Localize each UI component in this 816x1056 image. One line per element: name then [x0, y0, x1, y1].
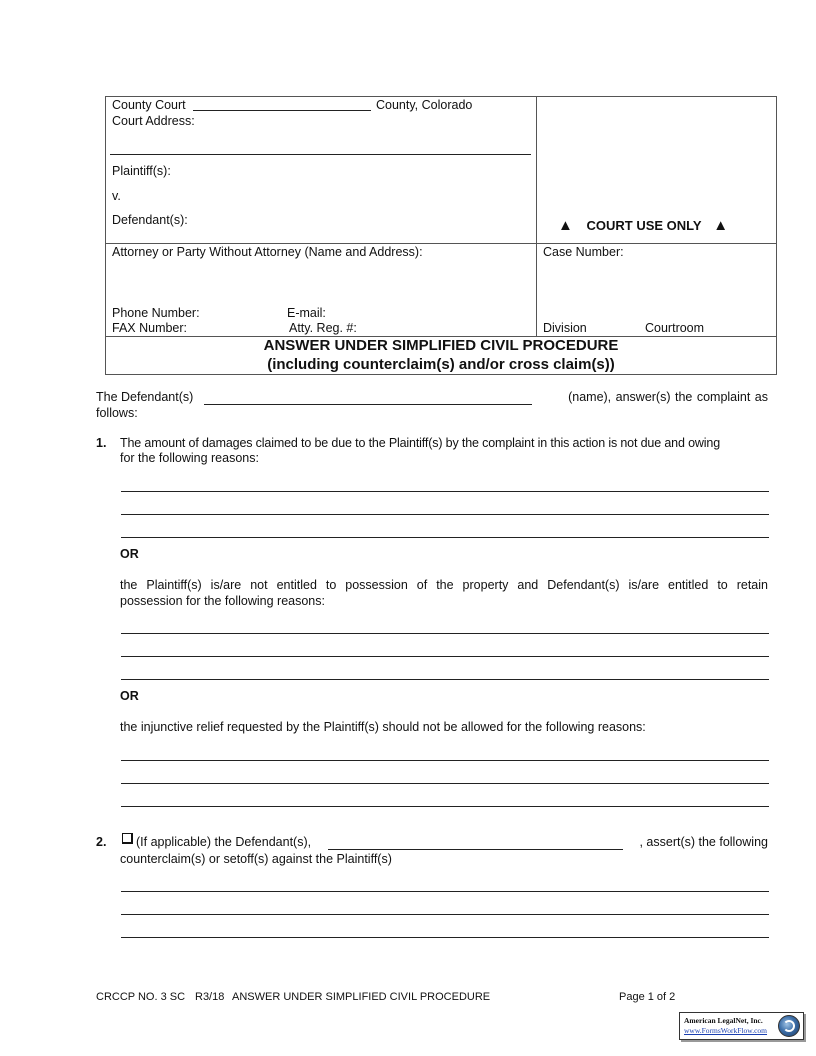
counterclaim-line[interactable]: [121, 891, 769, 892]
footer-revision: R3/18: [195, 991, 225, 1003]
possession-text-line2: possession for the following reasons:: [120, 594, 325, 608]
intro-prefix: The Defendant(s): [96, 390, 194, 404]
court-address-line[interactable]: [110, 154, 531, 155]
item2-text-line2: counterclaim(s) or setoff(s) against the Plaintiff(s): [120, 852, 392, 866]
legalnet-logo[interactable]: [679, 1012, 804, 1040]
reason-line[interactable]: [121, 760, 769, 761]
form-title-line1: ANSWER UNDER SIMPLIFIED CIVIL PROCEDURE: [263, 337, 619, 354]
county-name-line[interactable]: [193, 110, 371, 111]
court-use-only-label: COURT USE ONLY: [586, 218, 702, 233]
counterclaim-line[interactable]: [121, 937, 769, 938]
email-label: E-mail:: [287, 306, 326, 320]
footer-page: Page 1 of 2: [619, 991, 676, 1003]
fax-label: FAX Number:: [112, 321, 188, 335]
caption-row-divider: [105, 243, 777, 244]
item1-text-line2: for the following reasons:: [120, 451, 259, 465]
reason-line[interactable]: [121, 514, 769, 515]
globe-icon: [778, 1015, 800, 1037]
reason-line[interactable]: [121, 537, 769, 538]
reason-line[interactable]: [121, 656, 769, 657]
defendant-name-line[interactable]: [328, 849, 623, 850]
logo-company: American LegalNet, Inc.: [684, 1016, 763, 1025]
caption-column-divider: [536, 96, 537, 337]
court-prefix: County Court: [112, 98, 186, 112]
footer-form-title: ANSWER UNDER SIMPLIFIED CIVIL PROCEDURE: [232, 991, 491, 1003]
atty-reg-label: Atty. Reg. #:: [289, 321, 357, 335]
item2-prefix: (If applicable) the Defendant(s),: [136, 835, 312, 849]
courtroom-label: Courtroom: [645, 321, 705, 335]
logo-url[interactable]: www.FormsWorkFlow.com: [684, 1026, 768, 1035]
reason-line[interactable]: [121, 679, 769, 680]
intro-continuation: follows:: [96, 406, 138, 420]
item2-number: 2.: [96, 835, 107, 849]
defendant-label: Defendant(s):: [112, 213, 188, 227]
item1-number: 1.: [96, 436, 107, 450]
court-use-only-row: [558, 218, 728, 233]
reason-line[interactable]: [121, 633, 769, 634]
attorney-label: Attorney or Party Without Attorney (Name and Address):: [112, 245, 423, 259]
reason-line[interactable]: [121, 783, 769, 784]
defendant-name-line[interactable]: [204, 404, 532, 405]
item2-suffix: , assert(s) the following: [639, 835, 768, 849]
injunctive-text: the injunctive relief requested by the Plaintiff(s) should not be allowed for the following reasons:: [120, 720, 646, 734]
checkbox-icon[interactable]: [122, 833, 133, 844]
versus-label: v.: [112, 189, 121, 203]
form-title-line2: (including counterclaim(s) and/or cross claim(s)): [267, 356, 615, 373]
court-suffix: County, Colorado: [376, 98, 473, 112]
court-address-label: Court Address:: [112, 114, 195, 128]
reason-line[interactable]: [121, 806, 769, 807]
reason-line[interactable]: [121, 491, 769, 492]
counterclaim-line[interactable]: [121, 914, 769, 915]
footer-form-number: CRCCP NO. 3 SC: [96, 991, 186, 1003]
division-label: Division: [543, 321, 587, 335]
plaintiff-label: Plaintiff(s):: [112, 164, 171, 178]
item1-text-line1: The amount of damages claimed to be due to the Plaintiff(s) by the complaint in this action is not due and owing: [120, 436, 720, 450]
or-label: OR: [120, 689, 139, 703]
intro-suffix: (name), answer(s) the complaint as: [568, 390, 768, 404]
possession-text-line1: the Plaintiff(s) is/are not entitled to possession of the property and Defendant(s) is/are entitled to retain: [120, 578, 768, 592]
triangle-up-icon: ▲: [558, 217, 573, 234]
triangle-up-icon: ▲: [713, 217, 729, 234]
or-label: OR: [120, 547, 139, 561]
case-number-label: Case Number:: [543, 245, 624, 259]
phone-label: Phone Number:: [112, 306, 200, 320]
